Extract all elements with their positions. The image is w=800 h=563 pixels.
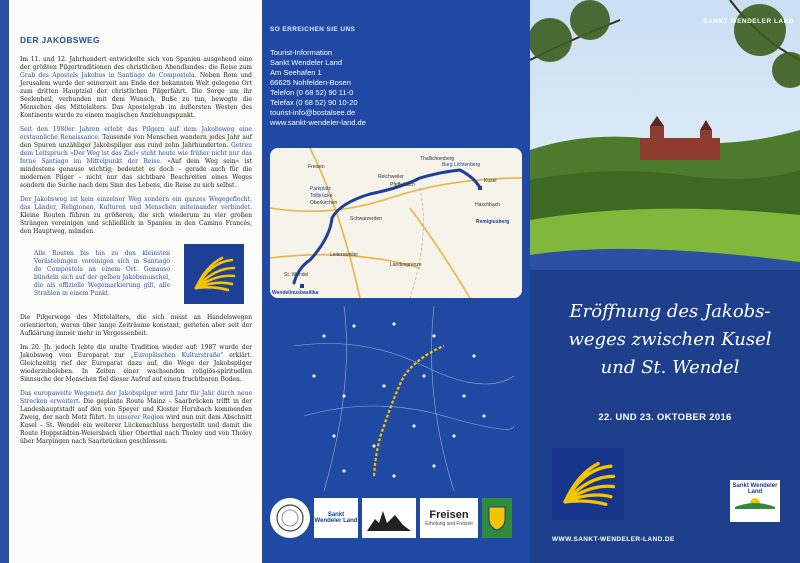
map-label: Pfeffelbach [390, 182, 415, 188]
email-link[interactable]: tourist-info@bostalsee.de [270, 108, 356, 117]
scallop-shell-icon [184, 244, 244, 304]
map-label: Wendelinusbasilika [272, 290, 319, 296]
p1-highlight: Grab des Apostels Jakobus in Santiago de Compostela [20, 72, 195, 79]
map-label: Reichweiler [378, 174, 404, 180]
freisen-logo-title: Freisen [429, 509, 469, 521]
seal-logo [270, 498, 310, 538]
phone-line: Telefon (0 68 52) 90 11-0 [270, 88, 354, 97]
p2-highlight: Seit den 1980er Jahren erlebt das Pilgern auf dem Jakobsweg eine erstaunliche Renaissance. [20, 126, 252, 141]
map-label: Oberkirchen [310, 200, 338, 206]
map-label: Freisen [308, 164, 325, 170]
scallop-shell-icon [552, 448, 624, 520]
p6-text-a: Die geplante Route Mainz – Saarbrücken trifft in der Landeshauptstadt auf den von Speyer und Kloster Hornbach kommenden Zweig, der nach Metz führt. [20, 398, 253, 421]
partner-logos [270, 498, 526, 548]
paragraph-4: Die Pilgerwege des Mittelalters, die sich meist an Handelswegen orientierten, waren über lange Zeiträume konstant, gerieten aber seit der Aufklärung immer mehr in Vergessenheit. [20, 314, 252, 337]
p2-text-b: »Auf dem Weg sein« ist mindestens genauso wichtig; bedeutet es doch – gerade auch für die modernen Pilger – nicht nur das sichtbare Beschreiten eines Weges sondern die Suche nach dem Sinn des Lebens, die Reise zu sich selbst. [20, 158, 252, 189]
address-line: 66625 Nohfelden-Bosen [270, 78, 351, 87]
freisen-logo-subtitle: Erholung und Freizeit [425, 521, 473, 527]
address-line: Am Seehafen 1 [270, 68, 322, 77]
coat-of-arms-logo [482, 498, 512, 538]
swl-logo-text: Sankt Wendeler Land [732, 483, 778, 495]
church-silhouette-logo [362, 498, 416, 538]
paragraph-5 [20, 344, 252, 384]
freisen-logo [420, 498, 478, 538]
map-label: Burg Lichtenberg [442, 162, 481, 168]
fax-line: Telefax (0 68 52) 90 10-20 [270, 98, 358, 107]
map-label: St. Wendel [284, 272, 309, 278]
paragraph-1 [20, 56, 252, 120]
route-map [270, 148, 522, 298]
contact-section-title: SO ERREICHEN SIE UNS [270, 26, 356, 33]
shell-callout [20, 244, 252, 304]
left-panel [0, 0, 262, 563]
map-label: Tollbrücke [310, 193, 333, 199]
p5-text-a: Im 20. Jh. jedoch lebte die uralte Tradition wieder auf: 1987 wurde der Jakobsweg vom Europarat zur [20, 344, 252, 359]
sankt-wendeler-land-logo [730, 480, 780, 522]
castle-landscape-photo [530, 0, 800, 270]
p2-highlight-2: Getreu dem Leitspruch »Der Weg ist das Ziel« steht heute wie früher nicht nur das ferne Santiago im Mittelpunkt der Reise. [20, 142, 252, 165]
paragraph-2 [20, 126, 252, 190]
map-label: Leitersweiler [330, 252, 359, 258]
p3-text-a: Kleine Routen führen zu größeren, die sich wiederum zu vier großen Strängen vereinigen und schließlich in Spanien in den Camino Francés, den Hauptweg, münden. [20, 212, 252, 235]
article-heading: DER JAKOBSWEG [20, 35, 100, 45]
sankt-wendeler-land-logo: Sankt Wendeler Land [314, 498, 358, 538]
map-label: Parkplatz [310, 186, 331, 192]
p5-text-b: erklärt. Gleichzeitig rief der Europarat dazu auf, die Wege der Jakobspilger wiederzubeleben. In Zeiten einer wachsenden religiös-spirituellen Sinnsuche der Menschen fiel dieser Aufruf auf einen fruchtbaren Boden. [20, 352, 252, 383]
p6-highlight-2: In unserer Region [108, 414, 164, 421]
p2-text-a: Tausende von Menschen wandern jedes Jahr auf den Spuren unzähliger Jakobspilger aus rund zehn Jahrhunderten. [20, 134, 252, 149]
p1-text-a: Im 11. und 12. Jahrhundert entwickelte sich von Spanien ausgehend eine der größten Pilgertraditionen des christlichen Abendlandes: die Reise zum [20, 56, 252, 71]
website-link[interactable]: www.sankt-wendeler-land.de [270, 118, 366, 127]
address-line: Tourist-Information [270, 48, 333, 57]
event-title [550, 298, 790, 382]
middle-panel [262, 0, 530, 563]
paragraph-6 [20, 390, 252, 446]
overview-map [284, 306, 516, 491]
jakobsweg-article [20, 36, 252, 452]
address-line: Sankt Wendeler Land [270, 58, 342, 67]
p3-highlight: Der Jakobsweg ist kein einzelner Weg sondern ein ganzes Wegegeflecht, das Länder, Religionen, Kulturen und Menschen miteinander verbindet. [20, 196, 252, 211]
map-label: Kusel [484, 178, 497, 184]
p1-text-b: . Neben Rom und Jerusalem wurde der seinerzeit am Ende der bekannten Welt gelegene Ort zum dritten Hauptziel der christlichen Pilgerfahrt. Die Sorge um ihr Seelenheil, verbunden mit dem Wunsch, Buße zu tun, bewogte die Menschen des Mittelalters. Das Apostelgrab im äußersten Westen des Kontinents wurde zu einem magischen Anziehungspunkt. [20, 72, 252, 119]
p5-highlight: „Europäischen Kulturstraße" [130, 352, 224, 359]
website-link[interactable]: WWW.SANKT-WENDELER-LAND.DE [552, 536, 675, 543]
map-label: Thallichtenberg [420, 156, 455, 162]
p6-text-b: wird nun mit dem Abschnitt Kusel – St. Wendel ein weiterer Lückenschluss hergestellt und damit die Route Hoppstädten-Weiersbach über Oberthal nach Tholey und von Tholey über Marpingen nach Saarbrücken geschlossen. [20, 414, 253, 445]
panel-stripe [0, 0, 9, 563]
p6-highlight: Das europaweite Wegenetz der Jakobspilger wird Jahr für Jahr durch neue Strecken erweitert. [20, 390, 252, 405]
callout-text: Alle Routen bis hin zu den kleinsten Verästelungen vereinigen sich in Santiago de Compostela an einem Ort. Genauso bündeln sich auf der gelben Jakobsmuschel, die als offizielle Wegemarkierung gilt, alle Strahlen in einem Punkt. [34, 250, 170, 297]
title-line: und St. Wendel [600, 357, 740, 378]
map-label: Landesgrenze [390, 262, 422, 268]
title-line: Eröffnung des Jakobs- [569, 301, 771, 322]
title-line: weges zwischen Kusel [568, 329, 772, 350]
map-label: Haschbach [475, 202, 501, 208]
contact-address [270, 48, 366, 128]
paragraph-3 [20, 196, 252, 236]
right-panel [530, 0, 800, 563]
brand-label: SANKT WENDELER LAND [703, 18, 794, 25]
map-label: Remigiusberg [476, 219, 510, 225]
map-label: Schwarzerden [350, 216, 382, 222]
event-date: 22. UND 23. OKTOBER 2016 [598, 412, 732, 423]
